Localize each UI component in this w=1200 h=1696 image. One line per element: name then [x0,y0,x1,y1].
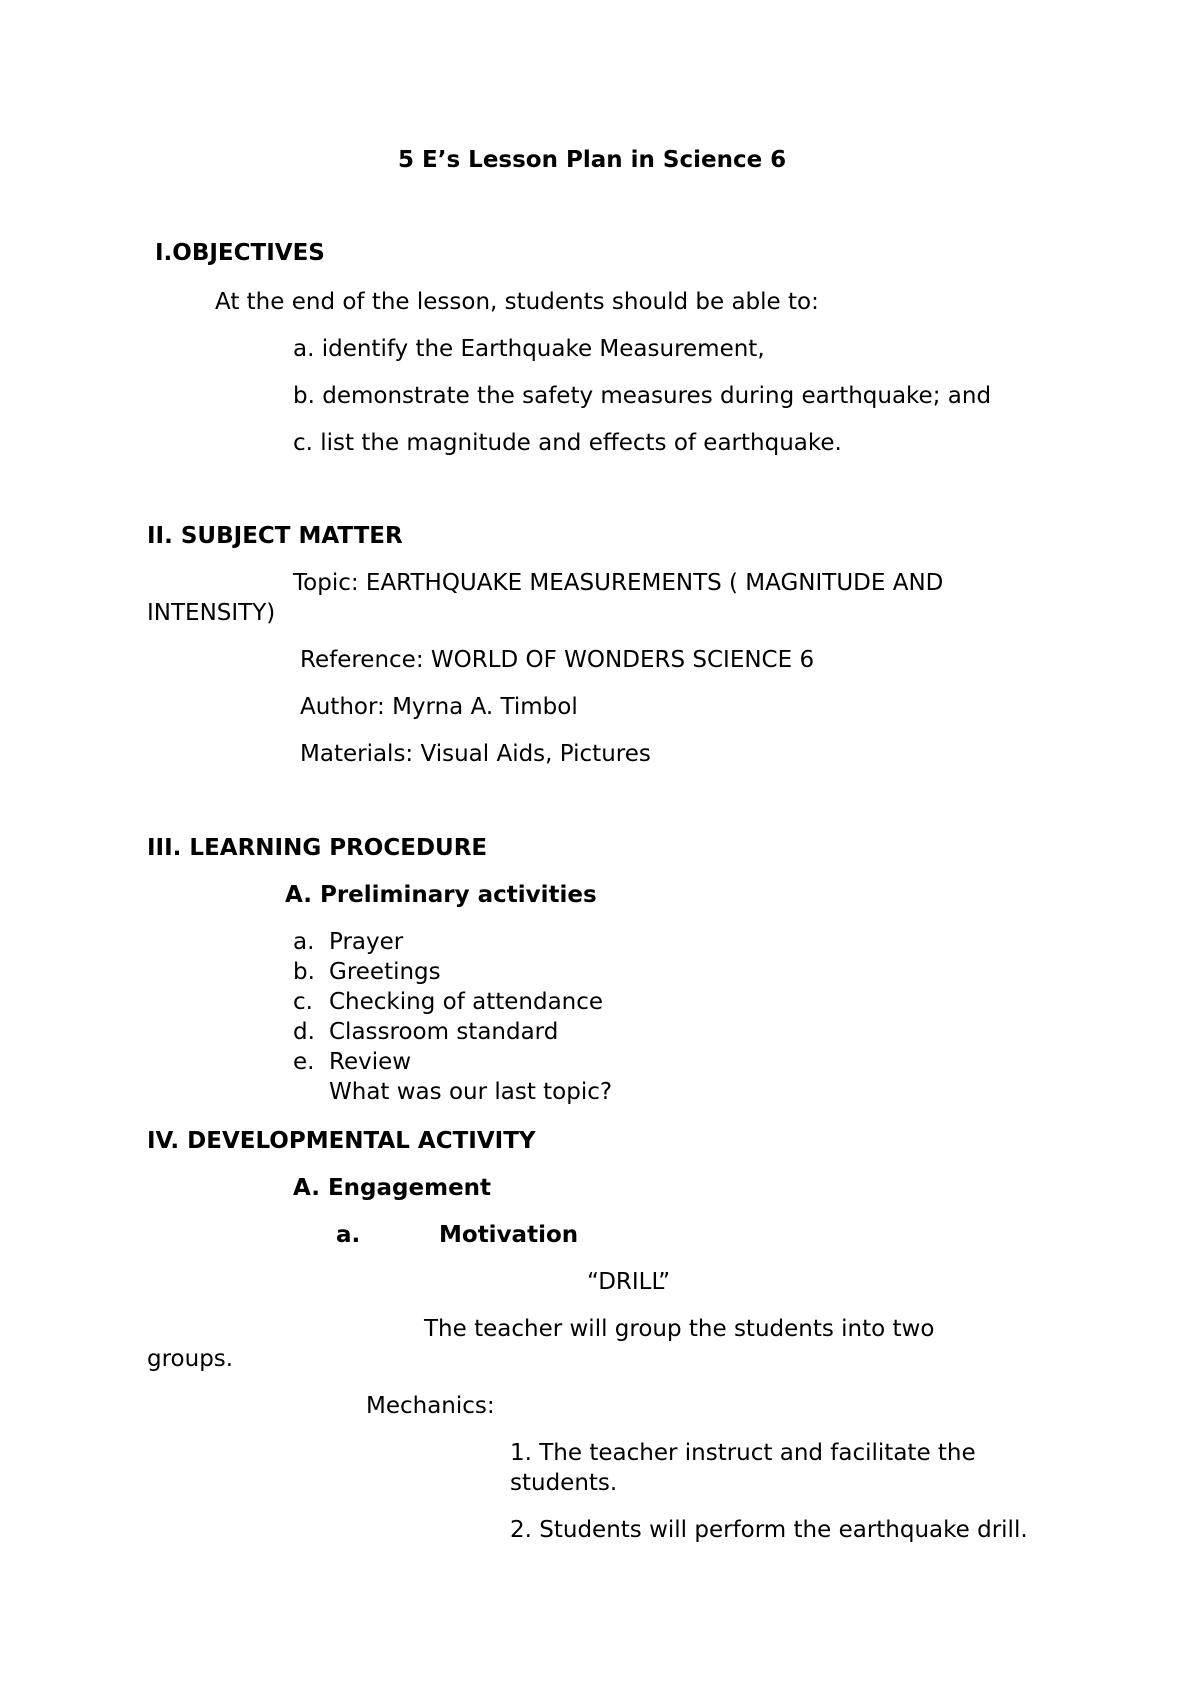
materials-line: Materials: Visual Aids, Pictures [300,741,651,767]
list-item [293,987,603,1017]
list-item [293,927,403,957]
list-text: Greetings [329,959,441,985]
engagement-subheading: A. Engagement [293,1175,492,1201]
objective-item-c: c. list the magnitude and effects of earthquake. [293,430,842,456]
objective-item-a: a. identify the Earthquake Measurement, [293,336,765,362]
reference-line: Reference: WORLD OF WONDERS SCIENCE 6 [300,647,815,673]
list-letter: b. [293,959,315,985]
review-question: What was our last topic? [329,1079,613,1105]
group-line-1: The teacher will group the students into two [424,1316,935,1342]
topic-line-2: INTENSITY) [147,600,276,626]
objective-item-b: b. demonstrate the safety measures during earthquake; and [293,383,992,409]
mechanics-label: Mechanics: [366,1393,495,1419]
list-letter: d. [293,1019,315,1045]
list-item [293,1017,558,1047]
author-line: Author: Myrna A. Timbol [300,694,578,720]
list-item [293,957,441,987]
subject-matter-heading: II. SUBJECT MATTER [147,523,403,549]
list-text: Checking of attendance [329,989,604,1015]
mechanics-item-1-line-2: students. [510,1470,618,1496]
list-item [293,1047,411,1077]
page-title: 5 E’s Lesson Plan in Science 6 [398,147,787,173]
developmental-activity-heading: IV. DEVELOPMENTAL ACTIVITY [147,1128,536,1154]
list-letter: a. [293,929,315,955]
preliminary-activities-subheading: A. Preliminary activities [285,882,597,908]
list-text: Classroom standard [329,1019,559,1045]
list-text: Prayer [329,929,404,955]
list-text: Review [329,1049,412,1075]
list-letter: e. [293,1049,315,1075]
drill-title: “DRILL” [587,1269,671,1295]
topic-line-1: Topic: EARTHQUAKE MEASUREMENTS ( MAGNITUDE AND [293,570,944,596]
learning-procedure-heading: III. LEARNING PROCEDURE [147,835,488,861]
list-letter: c. [293,989,313,1015]
mechanics-item-1-line-1: 1. The teacher instruct and facilitate the [510,1440,976,1466]
objectives-heading: I.OBJECTIVES [155,240,325,266]
motivation-letter: a. [336,1222,361,1248]
motivation-label: Motivation [439,1222,579,1248]
group-line-2: groups. [147,1346,234,1372]
mechanics-item-2: 2. Students will perform the earthquake drill. [510,1517,1028,1543]
objectives-intro: At the end of the lesson, students should be able to: [215,289,819,315]
